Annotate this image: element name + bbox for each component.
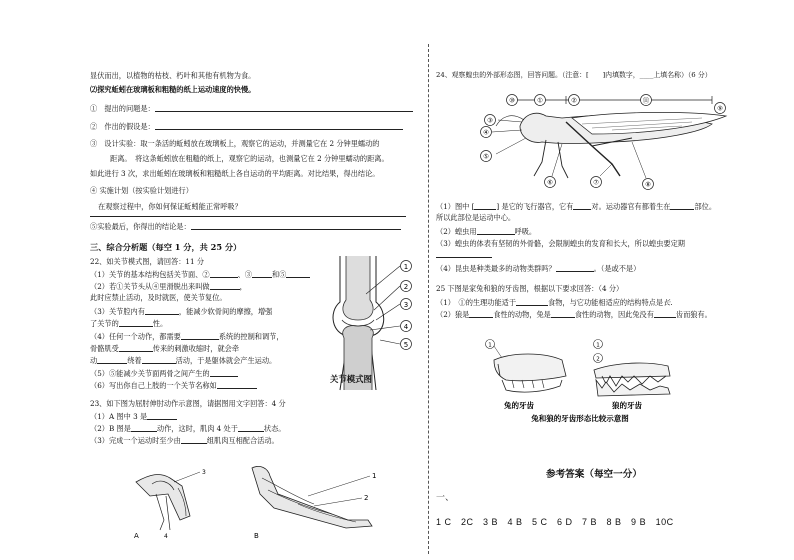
text-line: 在观察过程中，你如何保证蚯蚓能正常呼吸？ [98, 202, 242, 211]
teeth-comparison-figure [482, 336, 678, 426]
answer-blank[interactable] [477, 227, 515, 235]
text-line: 如此进行 3 次，求出蚯蚓在玻璃板和粗糙纸上各自运动的平均距离。对比结果，得出结论。 [90, 169, 380, 178]
question-line: 动 绕着 活动，于是躯体就会产生运动。 [90, 355, 277, 365]
answer-blank[interactable] [474, 202, 496, 210]
answer-blank[interactable] [155, 122, 403, 130]
text-line: 所以此部位是运动中心。 [436, 213, 516, 222]
question-line [90, 122, 403, 130]
answer-blank[interactable] [191, 222, 401, 230]
svg-text:B: B [254, 532, 259, 540]
answer-blank[interactable] [469, 310, 493, 318]
question-line: （2）狼是 食性的动物，兔是 食性的动物，因此兔没有 齿而狼有。 [436, 309, 712, 319]
answer-blank[interactable] [210, 369, 238, 377]
text-line: （3）蝗虫的体表有坚韧的外骨骼，会限制蝗虫的发育和长大，所以蝗虫要定期 [436, 239, 685, 248]
answer-blank[interactable] [551, 310, 575, 318]
question-heading: 23、如下图为屈肘伸肘动作示意图，请据图用文字回答：4 分 [90, 399, 286, 408]
question-line: （4）任何一个动作，都需要 系统的控制和调节， [90, 331, 284, 341]
label: ② 作出的假设是： [90, 121, 155, 131]
question-line: （3）关节腔内有 ，能减少软骨间的摩擦，增强 [90, 306, 273, 316]
answer-blank[interactable] [210, 282, 240, 290]
answer-blank[interactable] [145, 307, 179, 315]
figure-caption: 关节模式图 [330, 374, 372, 384]
question-heading: 24、观察蝗虫的外部形态图，回答问题。（注意：[ ]内填数字，____上填名称）（6 分） [436, 71, 712, 79]
answer-blank[interactable] [217, 381, 257, 389]
flexion-figure-a [130, 464, 220, 540]
svg-text:③: ③ [487, 116, 493, 125]
svg-text:1: 1 [596, 342, 600, 349]
svg-text:4: 4 [164, 533, 168, 540]
text-line: 此时应禁止活动，及时就医，使关节复位。 [90, 293, 227, 302]
question-heading: 25 下图是家兔和狼的牙齿图，根据以下要求回答：（4 分） [436, 284, 624, 293]
answer-blank[interactable] [286, 270, 310, 278]
answer-title: 参考答案（每空一分） [546, 469, 642, 480]
answer-blank[interactable] [573, 202, 591, 210]
answer-blank[interactable] [119, 344, 153, 352]
answer-blank[interactable] [252, 270, 272, 278]
svg-text:①: ① [537, 96, 543, 105]
svg-text:2: 2 [596, 356, 600, 363]
answer-blank[interactable] [155, 104, 413, 112]
svg-text:⑩: ⑩ [509, 96, 515, 105]
answer-blank[interactable] [131, 424, 157, 432]
text-line: ④ 实施计划（按实验计划进行） [90, 186, 193, 195]
answer-blank[interactable] [181, 332, 219, 340]
answer-blank[interactable] [90, 209, 406, 217]
answer-blank[interactable] [516, 298, 548, 306]
column-divider [428, 44, 429, 554]
question-line [90, 222, 401, 230]
svg-text:5: 5 [403, 340, 409, 349]
question-line: （1）关节的基本结构包括关节面、② 、③ 和⑤ [90, 270, 310, 278]
svg-text:4: 4 [403, 322, 409, 331]
question-line [90, 104, 413, 112]
svg-text:⑥: ⑥ [547, 178, 553, 187]
text-line: 距离。 将这条蚯蚓放在粗糙的纸上，观察它的运动，也测量它在 2 分钟里蠕动的距离。 [110, 154, 389, 163]
answer-blank[interactable] [119, 319, 153, 327]
answer-blank[interactable] [181, 436, 207, 444]
svg-text:1: 1 [488, 342, 492, 349]
answer-blank[interactable] [654, 310, 676, 318]
teeth-caption: 兔和狼的牙齿形态比较示意图 [531, 414, 629, 423]
svg-text:②: ② [571, 96, 577, 105]
answer-blank[interactable] [147, 412, 177, 420]
question-line: （6）写出你自己上肢的一个关节名称如 [90, 381, 257, 389]
answer-blank[interactable] [436, 250, 492, 258]
svg-text:3: 3 [403, 300, 409, 309]
question-heading: ⑵探究蚯蚓在玻璃板和粗糙的纸上运动速度的快慢。 [90, 85, 256, 94]
svg-text:⑧: ⑧ [645, 180, 651, 189]
answer-blank[interactable] [556, 264, 594, 272]
svg-text:⑨: ⑨ [717, 104, 723, 113]
svg-text:2: 2 [403, 282, 409, 291]
answer-blank[interactable] [210, 270, 238, 278]
svg-text:1: 1 [372, 472, 377, 480]
joint-diagram [318, 254, 428, 392]
svg-text:2: 2 [364, 494, 369, 502]
svg-text:⑦: ⑦ [593, 178, 599, 187]
answer-blank[interactable] [142, 356, 176, 364]
svg-text:④: ④ [483, 128, 489, 137]
svg-text:3: 3 [202, 469, 206, 476]
question-line: （1）A 图中 3 是 [90, 412, 177, 420]
question-line: （1）图中 [ ] 是它的飞行器官，它有 对。运动器官有都着生在 部位。 [436, 201, 717, 211]
label: ① 提出的问题是： [90, 103, 155, 113]
question-line: 骨骼肌受 传来的刺激收缩时，就会牵 [90, 343, 240, 353]
question-line: 了关节的 性。 [90, 318, 168, 328]
answer-blank[interactable] [670, 202, 694, 210]
question-line: （2）若①关节头从④里滑脱出来叫做 ， [90, 281, 247, 291]
svg-text:⑤: ⑤ [483, 152, 489, 161]
answer-section: 一、 [436, 493, 455, 503]
question-line: （1） ①的生理功能适于 食物，与它功能相适应的结构特点是长. [436, 297, 673, 307]
section-heading: 三、综合分析题（每空 1 分，共 25 分） [90, 242, 242, 252]
answer-blank[interactable] [97, 356, 127, 364]
grasshopper-diagram [462, 86, 730, 194]
question-line: （4）昆虫是种类最多的动物类群吗？ 。（是或不是） [436, 263, 641, 273]
text-line: 显伏而出，以植物的枯枝、朽叶和其他有机物为食。 [90, 71, 256, 80]
rabbit-label: 兔的牙齿 [504, 401, 534, 410]
question-heading: 22、如关节模式图，请回答：11 分 [90, 257, 205, 266]
question-line: （2）蝗虫用 呼吸。 [436, 226, 537, 236]
text-line: ③ 设计实验：取一条活的蚯蚓放在玻璃板上，观察它的运动，并测量它在 2 分钟里蠕动的 [90, 139, 380, 148]
svg-text:1: 1 [403, 262, 409, 271]
question-line: （2）B 图是 动作，这时，肌肉 4 处于 状态。 [90, 423, 286, 433]
svg-text:A: A [134, 532, 139, 540]
svg-text:⑪: ⑪ [642, 96, 650, 105]
wolf-label: 狼的牙齿 [612, 401, 642, 410]
question-line: （3）完成一个运动时至少由 组肌肉互相配合活动。 [90, 435, 279, 445]
question-line: （5）⑤能减少关节面两骨之间产生的 [90, 369, 238, 377]
label: ⑤实验最后，你得出的结论是： [90, 221, 191, 231]
extension-figure-b [238, 464, 398, 540]
answer-blank[interactable] [238, 424, 264, 432]
answer-key: 1 C 2C 3 B 4 B 5 C 6 D 7 B 8 B 9 B 10C [436, 517, 674, 527]
